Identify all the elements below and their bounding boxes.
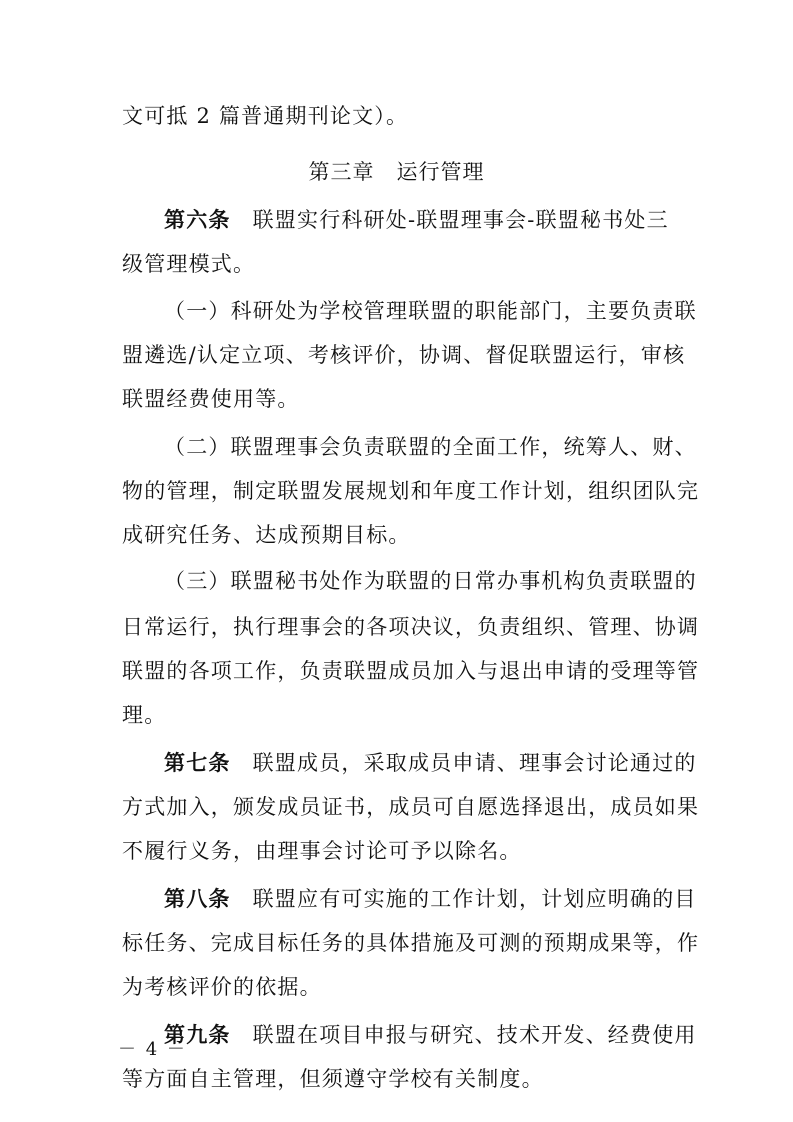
article-six-line-2: 级管理模式。 — [122, 252, 256, 276]
item-three-line-1: （三）联盟秘书处作为联盟的日常办事机构负责联盟的 — [164, 569, 697, 593]
item-one-line-2: 盟遴选/认定立项、考核评价，协调、督促联盟运行，审核 — [122, 343, 686, 367]
article-seven-text-1: 联盟成员，采取成员申请、理事会讨论通过的 — [252, 751, 697, 775]
item-three-line-3: 联盟的各项工作，负责联盟成员加入与退出申请的受理等管 — [122, 659, 700, 683]
article-nine-line-2: 等方面自主管理，但须遵守学校有关制度。 — [122, 1067, 544, 1091]
intro-line: 文可抵 2 篇普通期刊论文）。 — [122, 104, 409, 128]
article-seven-line-1 — [164, 748, 724, 778]
article-eight-line-1 — [164, 884, 724, 914]
article-seven-label: 第七条 — [164, 750, 231, 775]
article-nine-text-1: 联盟在项目申报与研究、技术开发、经费使用 — [252, 1023, 697, 1047]
article-seven-line-3: 不履行义务，由理事会讨论可予以除名。 — [122, 839, 522, 863]
item-two-line-1: （二）联盟理事会负责联盟的全面工作，统筹人、财、 — [164, 435, 697, 459]
chapter-title: 第三章 运行管理 — [308, 160, 485, 184]
article-six-label: 第六条 — [164, 207, 231, 232]
item-one-line-1: （一）科研处为学校管理联盟的职能部门，主要负责联 — [164, 299, 697, 323]
article-eight-text-1: 联盟应有可实施的工作计划，计划应明确的目 — [252, 887, 697, 911]
article-nine-label: 第九条 — [164, 1022, 231, 1047]
article-seven-line-2: 方式加入，颁发成员证书，成员可自愿选择退出，成员如果 — [122, 795, 700, 819]
article-eight-label: 第八条 — [164, 886, 231, 911]
item-three-line-4: 理。 — [122, 703, 167, 727]
article-eight-line-2: 标任务、完成目标任务的具体措施及可测的预期成果等，作 — [122, 931, 700, 955]
item-two-line-2: 物的管理，制定联盟发展规划和年度工作计划，组织团队完 — [122, 479, 700, 503]
article-eight-line-3: 为考核评价的依据。 — [122, 975, 322, 999]
item-three-line-2: 日常运行，执行理事会的各项决议，负责组织、管理、协调 — [122, 615, 700, 639]
page-number: － 4 － — [118, 1039, 187, 1060]
article-nine-line-1 — [164, 1020, 724, 1050]
item-one-line-3: 联盟经费使用等。 — [122, 387, 300, 411]
article-six-text-1: 联盟实行科研处-联盟理事会-联盟秘书处三 — [252, 208, 669, 232]
article-six-line-1 — [164, 205, 724, 235]
item-two-line-3: 成研究任务、达成预期目标。 — [122, 523, 411, 547]
